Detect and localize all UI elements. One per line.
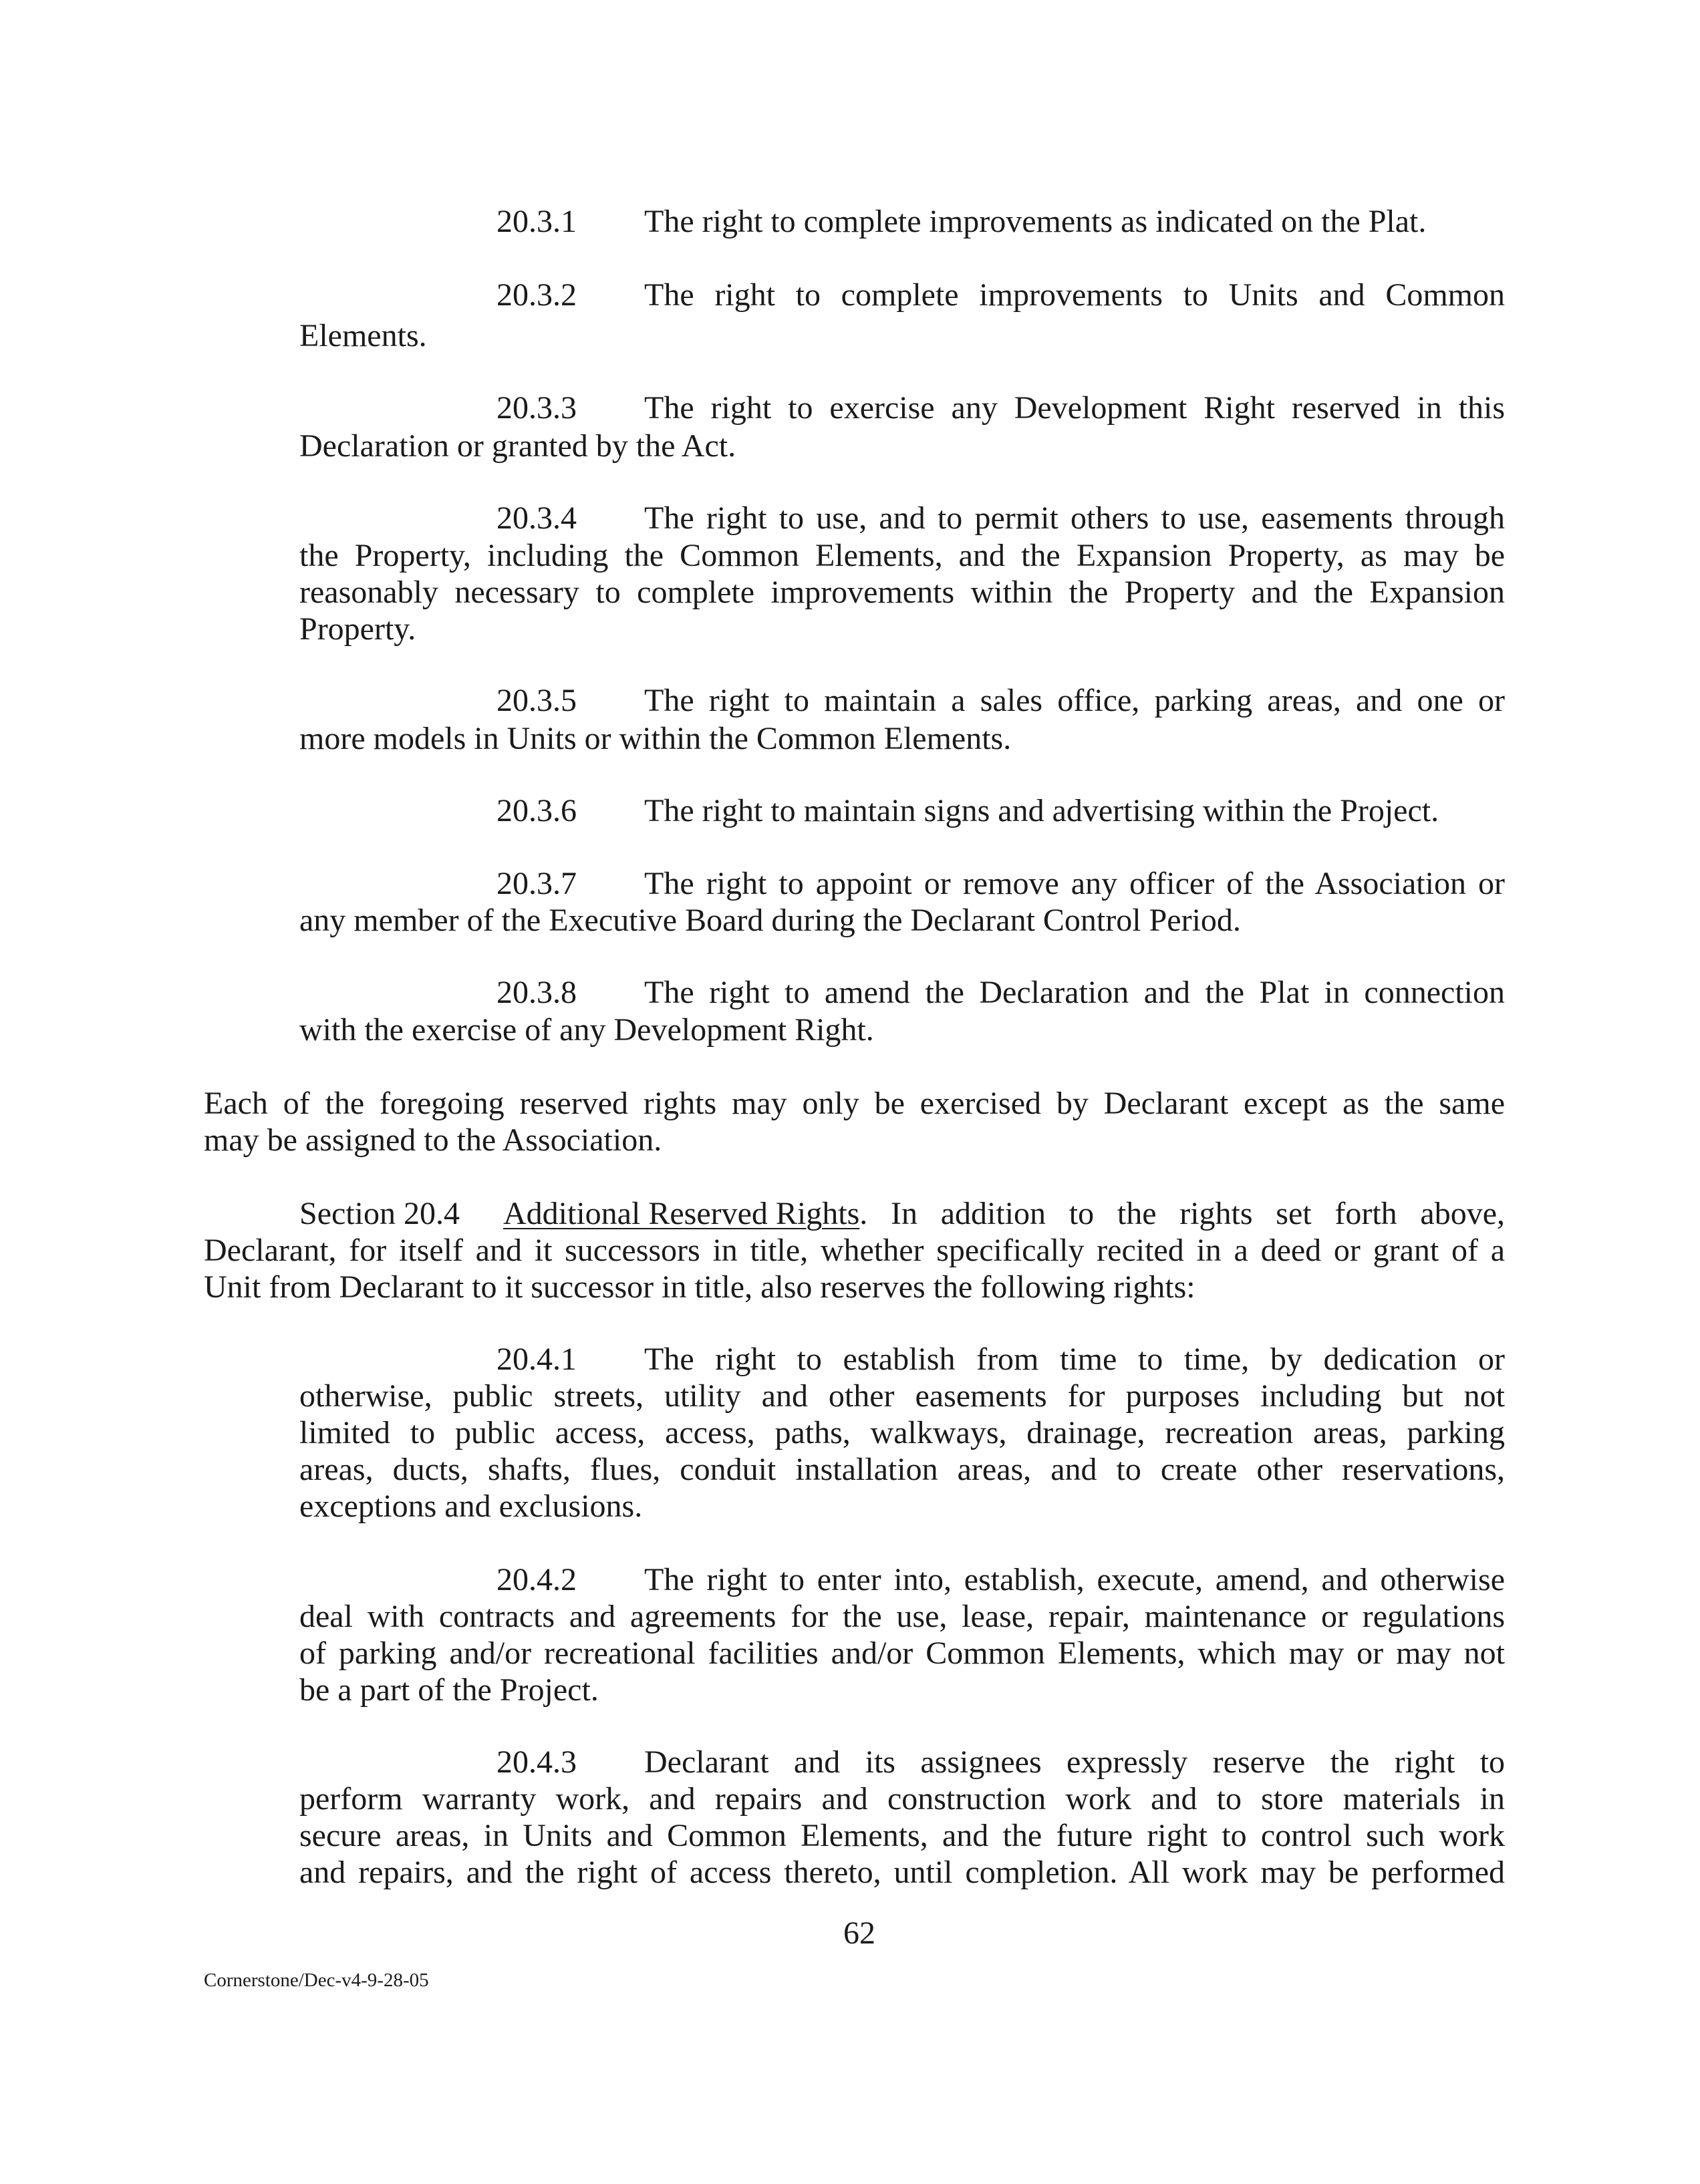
item-text: The right to exercise any Development Right reserved in this	[644, 390, 1505, 426]
item-text: perform warranty work, and repairs and construction work and to store materials in	[299, 1781, 1505, 1817]
item-text: secure areas, in Units and Common Elements, and the future right to control such work	[299, 1818, 1505, 1853]
item-text: Declarant and its assignees expressly reserve the right to	[644, 1744, 1505, 1780]
item-text: areas, ducts, shafts, flues, conduit installation areas, and to create other reservations,	[299, 1452, 1505, 1487]
section-title: Additional Reserved Rights	[503, 1196, 860, 1231]
item-text: The right to appoint or remove any officer of the Association or	[644, 866, 1505, 901]
item-number: 20.3.8	[497, 975, 577, 1010]
item-number: 20.3.2	[497, 277, 577, 313]
item-text: the Property, including the Common Elements, and the Expansion Property, as may be	[299, 538, 1505, 573]
item-text: Declaration or granted by the Act.	[299, 428, 736, 464]
item-text: The right to enter into, establish, execute, amend, and otherwise	[644, 1562, 1505, 1597]
item-text: any member of the Executive Board during the Declarant Control Period.	[299, 903, 1241, 938]
item-number: 20.3.7	[497, 866, 577, 901]
item-number: 20.4.3	[497, 1744, 577, 1780]
item-text: The right to establish from time to time, by dedication or	[644, 1342, 1505, 1377]
section-heading-line	[503, 1195, 1505, 1233]
item-text: The right to maintain signs and advertising within the Project.	[644, 793, 1439, 828]
item-text: otherwise, public streets, utility and other easements for purposes including but not	[299, 1378, 1505, 1414]
paragraph-line: Unit from Declarant to it successor in title, also reserves the following rights:	[204, 1269, 1195, 1305]
item-text: and repairs, and the right of access thereto, until completion. All work may be performed	[299, 1855, 1505, 1890]
item-text: The right to complete improvements as indicated on the Plat.	[644, 204, 1427, 239]
item-number: 20.3.3	[497, 390, 577, 426]
paragraph-line: may be assigned to the Association.	[204, 1122, 662, 1158]
item-text: with the exercise of any Development Right.	[299, 1012, 874, 1048]
item-text: The right to amend the Declaration and the Plat in connection	[644, 975, 1505, 1010]
item-text: The right to complete improvements to Units and Common	[644, 277, 1505, 313]
paragraph-line: Each of the foregoing reserved rights may only be exercised by Declarant except as the same	[204, 1086, 1505, 1121]
item-text: be a part of the Project.	[299, 1672, 599, 1708]
item-text: deal with contracts and agreements for the use, lease, repair, maintenance or regulations	[299, 1599, 1505, 1634]
item-text: The right to maintain a sales office, parking areas, and one or	[644, 683, 1505, 718]
item-number: 20.3.6	[497, 793, 577, 828]
item-text: exceptions and exclusions.	[299, 1489, 643, 1524]
item-text: Property.	[299, 611, 416, 647]
item-number: 20.3.5	[497, 683, 577, 718]
footer-doc-id: Cornerstone/Dec-v4-9-28-05	[204, 1970, 429, 1991]
section-title-rest: . In addition to the rights set forth above,	[859, 1196, 1505, 1231]
section-label: Section 20.4	[299, 1196, 460, 1231]
item-number: 20.3.4	[497, 500, 577, 536]
item-text: The right to use, and to permit others to use, easements through	[644, 500, 1505, 536]
item-text: limited to public access, access, paths, walkways, drainage, recreation areas, parking	[299, 1415, 1505, 1450]
item-text: more models in Units or within the Common Elements.	[299, 721, 1012, 756]
item-number: 20.4.1	[497, 1342, 577, 1377]
item-number: 20.4.2	[497, 1562, 577, 1597]
paragraph-line: Declarant, for itself and it successors in title, whether specifically recited in a deed or grant of a	[204, 1233, 1505, 1268]
item-text: Elements.	[299, 318, 427, 353]
item-number: 20.3.1	[497, 204, 577, 239]
page-number: 62	[843, 1915, 875, 1951]
item-text: reasonably necessary to complete improvements within the Property and the Expansion	[299, 575, 1505, 610]
item-text: of parking and/or recreational facilities and/or Common Elements, which may or may not	[299, 1635, 1505, 1671]
